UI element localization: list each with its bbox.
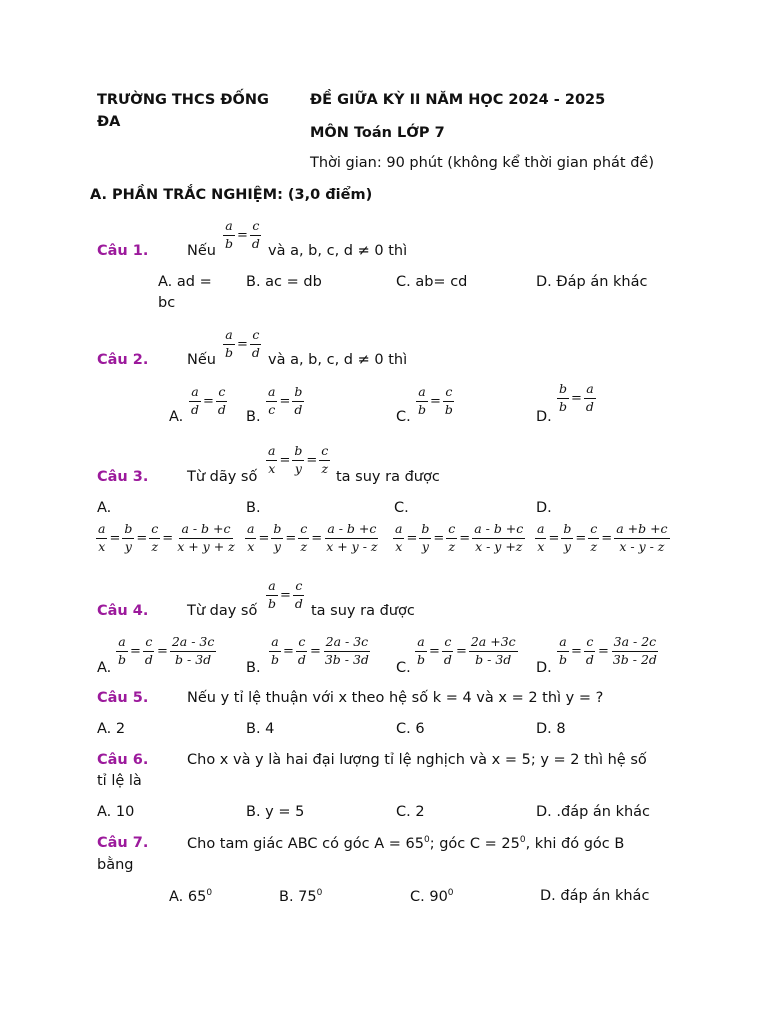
question-5-text: Nếu y tỉ lệ thuận với x theo hệ số k = 4 và x = 2 thì y = ? — [187, 690, 604, 706]
question-2-equation: $\frac{a}{b}$ = $\frac{c}{d}$ — [225, 327, 260, 360]
question-5-option-b[interactable]: B. 4 — [246, 721, 275, 737]
question-3-option-c-expr: $\frac{a}{x}$ = $\frac{b}{y}$ = $\frac{c}{z}$ = $\frac{a - b +c}{x - y +z}$ — [395, 521, 524, 554]
question-5-option-c[interactable]: C. 6 — [396, 721, 425, 737]
question-4-option-a[interactable]: A. — [97, 660, 112, 676]
exam-time: Thời gian: 90 phút (không kể thời gian phát đề) — [310, 155, 654, 171]
question-4-option-b-expr: $\frac{a}{b}$ = $\frac{c}{d}$ = $\frac{2a - 3c}{3b - 3d}$ — [271, 634, 369, 667]
question-1-option-c[interactable]: C. ab= cd — [396, 274, 468, 290]
question-2-option-b-expr: $\frac{a}{c}$ = $\frac{b}{d}$ — [268, 384, 303, 417]
question-1-option-a-cont: bc — [158, 295, 176, 311]
question-2-option-b[interactable]: B. — [246, 409, 261, 425]
question-3-option-d[interactable]: D. — [536, 500, 552, 516]
question-1-option-a[interactable]: A. ad = — [158, 274, 212, 290]
question-4-option-d[interactable]: D. — [536, 660, 552, 676]
question-4-option-c-expr: $\frac{a}{b}$ = $\frac{c}{d}$ = $\frac{2a +3c}{b - 3d}$ — [417, 634, 516, 667]
question-3-label: Câu 3. — [97, 469, 149, 485]
question-7-option-c[interactable]: C. $90^0$ — [410, 888, 454, 905]
question-1-label: Câu 1. — [97, 243, 149, 259]
question-2-pre: Nếu — [187, 352, 216, 368]
question-2-label: Câu 2. — [97, 352, 149, 368]
question-4-option-c[interactable]: C. — [396, 660, 411, 676]
question-3-option-c[interactable]: C. — [394, 500, 409, 516]
question-1-option-b[interactable]: B. ac = db — [246, 274, 322, 290]
question-2-option-d[interactable]: D. — [536, 409, 552, 425]
question-3-sequence: $\frac{a}{x}$ = $\frac{b}{y}$ = $\frac{c}{z}$ — [268, 443, 329, 476]
question-7-text: Cho tam giác ABC có góc $A = 65^0$; góc $C = 25^0$, khi đó góc B — [187, 835, 625, 852]
question-4-sequence: $\frac{a}{b}$ = $\frac{c}{d}$ — [268, 578, 303, 611]
question-1-post: và a, b, c, d ≠ 0 thì — [268, 243, 408, 259]
question-6-option-a[interactable]: A. 10 — [97, 804, 135, 820]
question-3-option-a-expr: $\frac{a}{x}$ = $\frac{b}{y}$ = $\frac{c}{z}$ = $\frac{a - b +c}{x + y + z}$ — [98, 521, 235, 554]
question-2-option-a[interactable]: A. — [169, 409, 184, 425]
question-2-post: và a, b, c, d ≠ 0 thì — [268, 352, 408, 368]
question-3-option-a[interactable]: A. — [97, 500, 112, 516]
question-6-label: Câu 6. — [97, 752, 149, 768]
question-5-option-d[interactable]: D. 8 — [536, 721, 566, 737]
question-2-option-c-expr: $\frac{a}{b}$ = $\frac{c}{b}$ — [418, 384, 453, 417]
question-7-text-cont: bằng — [97, 857, 134, 873]
question-6-text: Cho x và y là hai đại lượng tỉ lệ nghịch và x = 5; y = 2 thì hệ số — [187, 752, 647, 768]
question-4-option-d-expr: $\frac{a}{b}$ = $\frac{c}{d}$ = $\frac{3a - 2c}{3b - 2d}$ — [559, 634, 657, 667]
question-7-option-a[interactable]: A. $65^0$ — [169, 888, 213, 905]
question-5-option-a[interactable]: A. 2 — [97, 721, 126, 737]
section-a-heading: A. PHẦN TRẮC NGHIỆM: (3,0 điểm) — [90, 187, 373, 203]
question-2-option-d-expr: $\frac{b}{b}$ = $\frac{a}{d}$ — [559, 381, 594, 414]
question-3-option-d-expr: $\frac{a}{x}$ = $\frac{b}{y}$ = $\frac{c}{z}$ = $\frac{a +b +c}{x - y - z}$ — [537, 521, 668, 554]
question-6-text-cont: tỉ lệ là — [97, 773, 142, 789]
question-1-equation: $\frac{a}{b}$ = $\frac{c}{d}$ — [225, 218, 260, 251]
school-name-line2: ĐA — [97, 114, 121, 130]
question-3-post: ta suy ra được — [336, 469, 440, 485]
question-4-label: Câu 4. — [97, 603, 149, 619]
exam-subject: MÔN Toán LỚP 7 — [310, 125, 445, 141]
question-7-option-d[interactable]: D. đáp án khác — [540, 888, 650, 904]
exam-title: ĐỀ GIỮA KỲ II NĂM HỌC 2024 - 2025 — [310, 92, 606, 108]
question-6-option-c[interactable]: C. 2 — [396, 804, 425, 820]
question-7-label: Câu 7. — [97, 835, 149, 851]
question-7-option-b[interactable]: B. $75^0$ — [279, 888, 323, 905]
question-6-option-d[interactable]: D. .đáp án khác — [536, 804, 651, 820]
question-1-pre: Nếu — [187, 243, 216, 259]
question-4-option-b[interactable]: B. — [246, 660, 261, 676]
question-4-pre: Từ day số — [187, 603, 258, 619]
question-6-option-b[interactable]: B. y = 5 — [246, 804, 305, 820]
question-5-label: Câu 5. — [97, 690, 149, 706]
question-3-option-b[interactable]: B. — [246, 500, 261, 516]
question-3-option-b-expr: $\frac{a}{x}$ = $\frac{b}{y}$ = $\frac{c}{z}$ = $\frac{a - b +c}{x + y - z}$ — [247, 521, 378, 554]
question-3-pre: Từ dãy số — [187, 469, 258, 485]
question-2-option-a-expr: $\frac{a}{d}$ = $\frac{c}{d}$ — [191, 384, 226, 417]
school-name-line1: TRƯỜNG THCS ĐỐNG — [97, 92, 269, 108]
question-1-option-d[interactable]: D. Đáp án khác — [536, 274, 648, 290]
question-4-option-a-expr: $\frac{a}{b}$ = $\frac{c}{d}$ = $\frac{2a - 3c}{b - 3d}$ — [118, 634, 215, 667]
question-2-option-c[interactable]: C. — [396, 409, 411, 425]
question-4-post: ta suy ra được — [311, 603, 415, 619]
